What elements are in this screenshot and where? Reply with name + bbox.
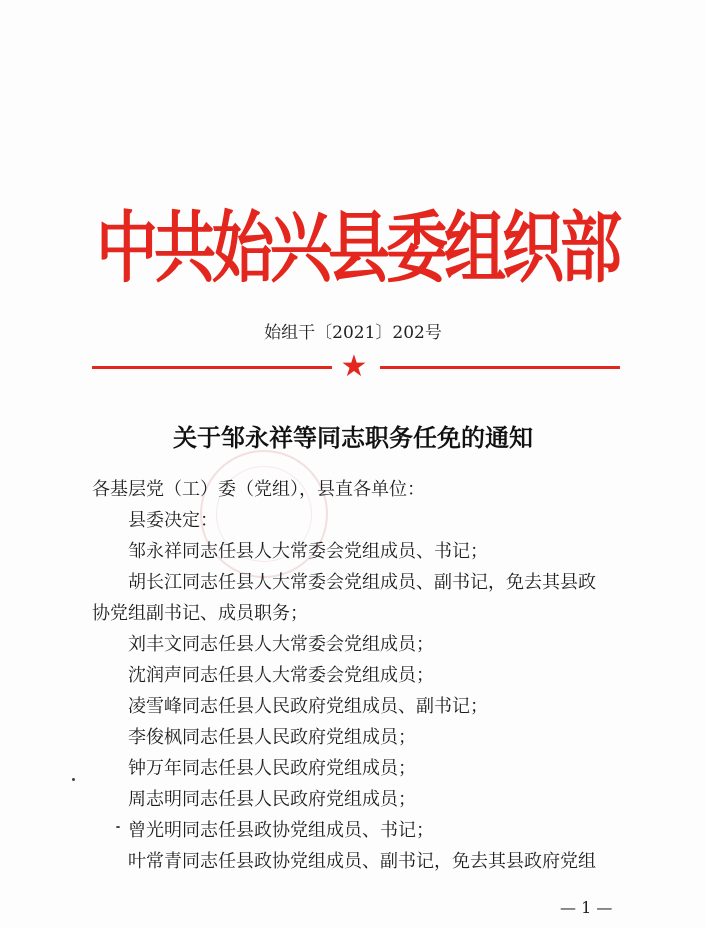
- star-icon: ★: [340, 349, 368, 384]
- document-number: 始组干〔2021〕202号: [264, 323, 442, 343]
- appointment-line: 刘丰文同志任县人大常委会党组成员；: [128, 634, 434, 655]
- page-number: — 1 —: [560, 898, 613, 917]
- appointment-line: 邹永祥同志任县人大常委会党组成员、书记；: [128, 541, 488, 562]
- scan-speck: [72, 778, 75, 781]
- intro-line: 县委决定：: [128, 510, 218, 531]
- red-rule-right: [380, 366, 620, 369]
- appointment-line: 胡长江同志任县人大常委会党组成员、副书记，免去其县政: [128, 572, 596, 593]
- issuer-header: 中共始兴县委组织部: [96, 201, 619, 294]
- appointment-line: 凌雪峰同志任县人民政府党组成员、副书记；: [128, 696, 488, 717]
- appointment-line: 协党组副书记、成员职务；: [92, 603, 308, 624]
- red-rule-left: [92, 366, 332, 369]
- appointment-line: 叶常青同志任县政协党组成员、副书记，免去其县政府党组: [128, 851, 596, 872]
- appointment-line: 曾光明同志任县政协党组成员、书记；: [128, 820, 434, 841]
- appointment-line: 李俊枫同志任县人民政府党组成员；: [128, 727, 416, 748]
- scan-speck: [116, 826, 120, 828]
- salutation: 各基层党（工）委（党组），县直各单位：: [92, 479, 425, 500]
- appointment-line: 周志明同志任县人民政府党组成员；: [128, 789, 416, 810]
- notice-title: 关于邹永祥等同志职务任免的通知: [173, 423, 533, 452]
- appointment-line: 沈润声同志任县人大常委会党组成员；: [128, 665, 434, 686]
- appointment-line: 钟万年同志任县人民政府党组成员；: [128, 758, 416, 779]
